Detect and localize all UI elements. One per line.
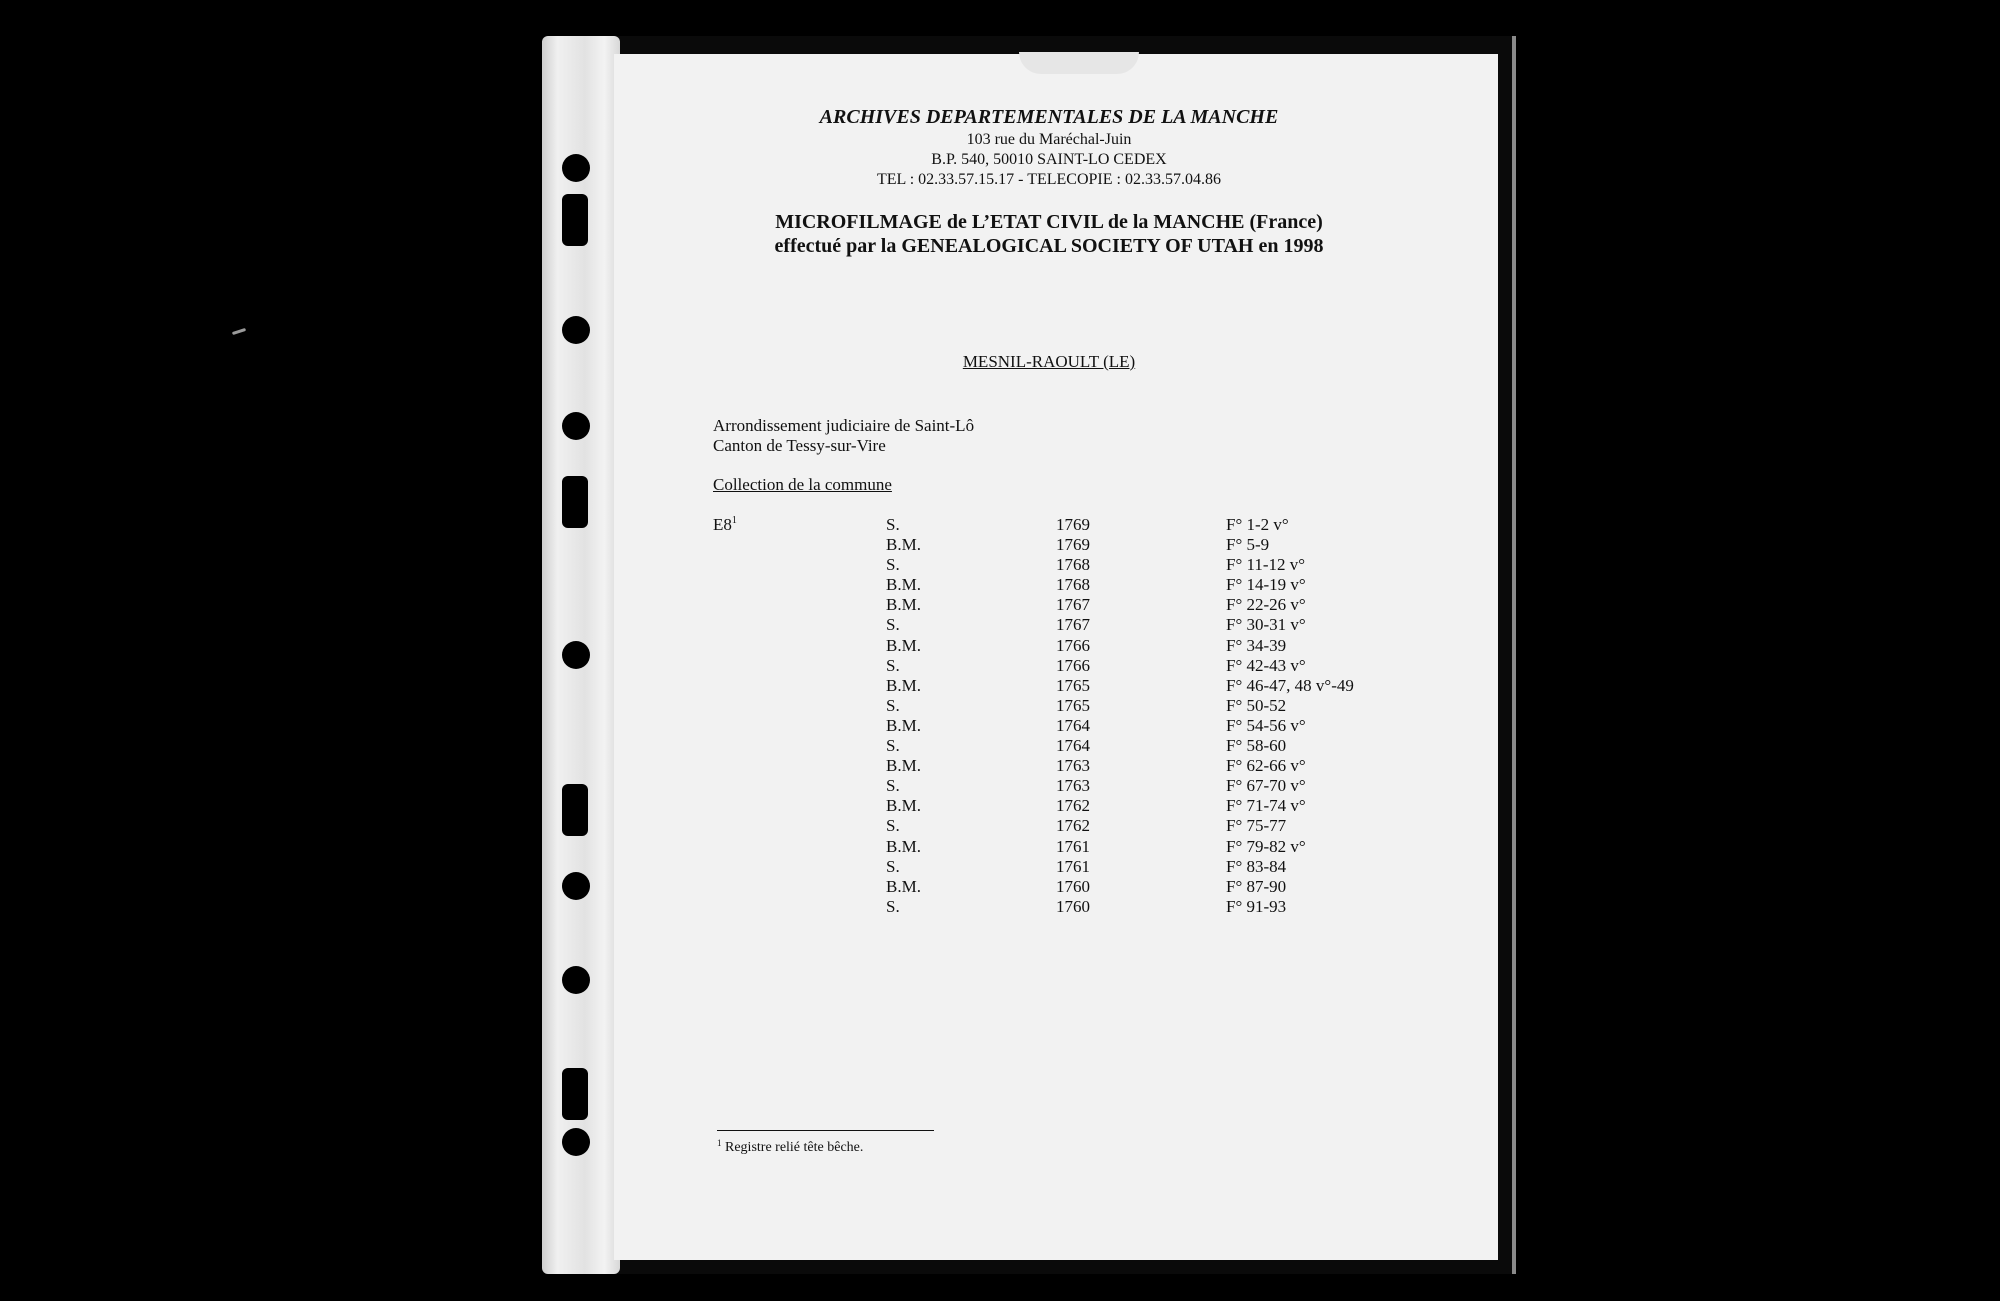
record-folio: F° 75-77 xyxy=(1226,816,1287,836)
record-folio: F° 42-43 v° xyxy=(1226,655,1306,675)
record-year: 1763 xyxy=(1056,776,1090,796)
record-type: B.M. xyxy=(886,535,921,555)
footnote xyxy=(717,1138,863,1156)
punch-hole xyxy=(562,872,590,900)
punch-slot xyxy=(562,476,588,528)
record-type: S. xyxy=(886,695,900,715)
record-folio: F° 46-47, 48 v°-49 xyxy=(1226,675,1354,695)
footnote-rule xyxy=(717,1130,934,1131)
record-year: 1761 xyxy=(1056,856,1090,876)
document-page xyxy=(614,54,1498,1260)
record-type: S. xyxy=(886,655,900,675)
record-type: S. xyxy=(886,515,900,534)
record-row xyxy=(614,857,1498,877)
record-type: B.M. xyxy=(886,635,921,655)
commune-title: MESNIL-RAOULT (LE) xyxy=(962,352,1136,371)
record-folio: F° 22-26 v° xyxy=(1226,595,1306,615)
record-type: S. xyxy=(886,896,900,916)
record-row xyxy=(614,636,1498,656)
microfilm-subtitle xyxy=(614,210,1484,258)
record-row xyxy=(614,837,1498,857)
record-type: S. xyxy=(886,736,900,756)
record-folio: F° 54-56 v° xyxy=(1226,715,1306,735)
record-folio: F° 11-12 v° xyxy=(1226,555,1306,575)
record-type: S. xyxy=(886,555,900,575)
record-type: S. xyxy=(886,776,900,796)
punch-slot xyxy=(562,1068,588,1120)
record-year: 1767 xyxy=(1056,595,1090,615)
archive-header xyxy=(614,104,1484,190)
record-year: 1769 xyxy=(1056,515,1090,534)
canton: Canton de Tessy-sur-Vire xyxy=(713,436,886,455)
punch-hole xyxy=(562,316,590,344)
phone-line: TEL : 02.33.57.15.17 - TELECOPIE : 02.33.57.04.86 xyxy=(877,171,1221,188)
record-row xyxy=(614,555,1498,575)
record-row xyxy=(614,676,1498,696)
record-row xyxy=(614,716,1498,736)
record-row xyxy=(614,796,1498,816)
record-folio: F° 91-93 xyxy=(1226,896,1287,916)
record-type: B.M. xyxy=(886,715,921,735)
record-row xyxy=(614,776,1498,796)
dust-speck xyxy=(232,328,246,335)
record-year: 1765 xyxy=(1056,695,1090,715)
record-type: B.M. xyxy=(886,595,921,615)
record-row xyxy=(614,696,1498,716)
record-folio: F° 67-70 v° xyxy=(1226,776,1306,796)
record-year: 1760 xyxy=(1056,876,1090,896)
subtitle-line-1: MICROFILMAGE de L’ETAT CIVIL de la MANCHE (France) xyxy=(775,211,1323,233)
record-row xyxy=(614,897,1498,917)
punch-hole xyxy=(562,412,590,440)
punch-hole xyxy=(562,641,590,669)
record-folio: F° 14-19 v° xyxy=(1226,575,1306,595)
punch-hole xyxy=(562,154,590,182)
record-folio: F° 71-74 v° xyxy=(1226,796,1306,816)
record-row xyxy=(614,575,1498,595)
record-type: B.M. xyxy=(886,675,921,695)
record-year: 1761 xyxy=(1056,836,1090,856)
records-list xyxy=(614,515,1498,917)
sleeve-notch xyxy=(1019,52,1139,74)
register-code-text: E8 xyxy=(713,515,732,534)
record-year: 1768 xyxy=(1056,575,1090,595)
record-folio: F° 30-31 v° xyxy=(1226,615,1306,635)
punch-hole xyxy=(562,1128,590,1156)
record-folio: F° 79-82 v° xyxy=(1226,836,1306,856)
record-folio: F° 87-90 xyxy=(1226,876,1287,896)
record-type: S. xyxy=(886,816,900,836)
arrondissement: Arrondissement judiciaire de Saint-Lô xyxy=(713,416,975,435)
record-type: S. xyxy=(886,615,900,635)
subtitle-line-2: effectué par la GENEALOGICAL SOCIETY OF UTAH en 1998 xyxy=(774,235,1324,257)
record-row xyxy=(614,535,1498,555)
record-row xyxy=(614,615,1498,635)
record-year: 1762 xyxy=(1056,796,1090,816)
record-year: 1766 xyxy=(1056,655,1090,675)
footnote-marker: 1 xyxy=(717,1138,722,1148)
record-folio: F° 1-2 v° xyxy=(1226,515,1289,534)
punch-slot xyxy=(562,194,588,246)
record-folio: F° 5-9 xyxy=(1226,535,1270,555)
record-year: 1764 xyxy=(1056,736,1090,756)
record-type: B.M. xyxy=(886,796,921,816)
record-year: 1768 xyxy=(1056,555,1090,575)
record-row xyxy=(614,595,1498,615)
binder-sleeve-strip xyxy=(542,36,620,1274)
record-year: 1762 xyxy=(1056,816,1090,836)
record-folio: F° 50-52 xyxy=(1226,695,1287,715)
record-row xyxy=(614,816,1498,836)
record-year: 1764 xyxy=(1056,715,1090,735)
record-year: 1760 xyxy=(1056,896,1090,916)
punch-hole xyxy=(562,966,590,994)
record-row xyxy=(614,756,1498,776)
collection-heading: Collection de la commune xyxy=(713,475,892,494)
record-row xyxy=(614,877,1498,897)
record-type: B.M. xyxy=(886,575,921,595)
record-year: 1766 xyxy=(1056,635,1090,655)
record-type: S. xyxy=(886,856,900,876)
record-type: B.M. xyxy=(886,836,921,856)
record-type: B.M. xyxy=(886,756,921,776)
footnote-text: Registre relié tête bêche. xyxy=(725,1140,864,1155)
record-folio: F° 62-66 v° xyxy=(1226,756,1306,776)
record-year: 1769 xyxy=(1056,535,1090,555)
district-info xyxy=(713,416,974,456)
record-year: 1767 xyxy=(1056,615,1090,635)
record-row xyxy=(614,515,1498,535)
address-line-1: 103 rue du Maréchal-Juin xyxy=(966,131,1132,148)
record-year: 1765 xyxy=(1056,675,1090,695)
record-folio: F° 83-84 xyxy=(1226,856,1287,876)
record-row xyxy=(614,736,1498,756)
record-row xyxy=(614,656,1498,676)
address-line-2: B.P. 540, 50010 SAINT-LO CEDEX xyxy=(931,151,1167,168)
punch-slot xyxy=(562,784,588,836)
record-type: B.M. xyxy=(886,876,921,896)
organization-name: ARCHIVES DEPARTEMENTALES DE LA MANCHE xyxy=(819,106,1279,128)
record-folio: F° 34-39 xyxy=(1226,635,1287,655)
footnote-reference: 1 xyxy=(731,515,737,526)
record-year: 1763 xyxy=(1056,756,1090,776)
record-folio: F° 58-60 xyxy=(1226,736,1287,756)
